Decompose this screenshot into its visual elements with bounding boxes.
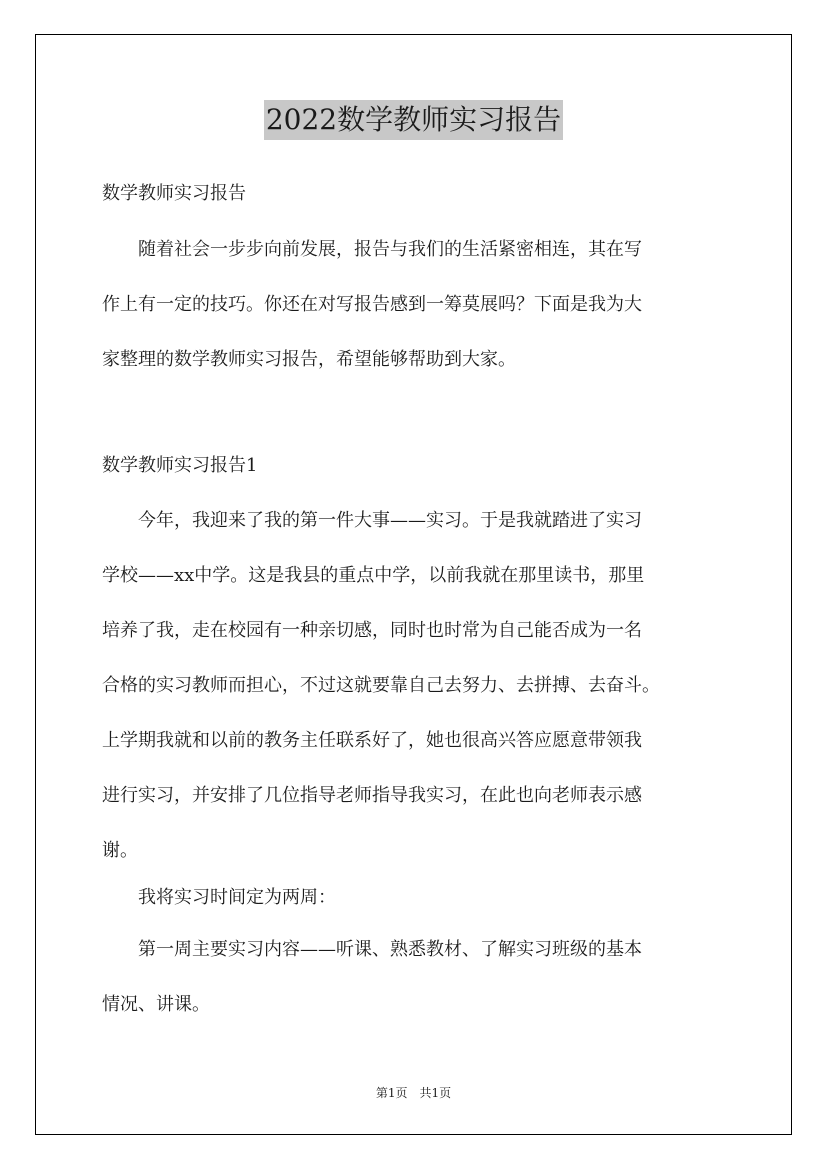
body-line: 谢。 [102, 840, 138, 861]
page-footer: 第1页 共1页 [375, 1086, 452, 1100]
schedule-paragraph [102, 870, 742, 925]
schedule-line: 我将实习时间定为两周： [102, 887, 336, 908]
section-heading: 数学教师实习报告1 [102, 455, 258, 476]
body-line: 合格的实习教师而担心，不过这就要靠自己去努力、去拼搏、去奋斗。 [102, 675, 660, 696]
intro-line: 家整理的数学教师实习报告，希望能够帮助到大家。 [102, 349, 516, 370]
week1-line: 情况、讲课。 [102, 994, 210, 1015]
body-line: 上学期我就和以前的教务主任联系好了，她也很高兴答应愿意带领我 [102, 730, 642, 751]
body-line: 进行实习，并安排了几位指导老师指导我实习，在此也向老师表示感 [102, 785, 642, 806]
body-line: 培养了我，走在校园有一种亲切感，同时也时常为自己能否成为一名 [102, 620, 642, 641]
intro-paragraph [102, 222, 742, 387]
document-subtitle: 数学教师实习报告 [102, 183, 246, 204]
body-line: 学校——xx中学。这是我县的重点中学，以前我就在那里读书，那里 [102, 565, 645, 586]
intro-line: 作上有一定的技巧。你还在对写报告感到一筹莫展吗？下面是我为大 [102, 294, 642, 315]
intro-line: 随着社会一步步向前发展，报告与我们的生活紧密相连，其在写 [102, 239, 642, 260]
body-paragraph [102, 493, 742, 878]
title-container [0, 100, 827, 140]
week1-paragraph [102, 922, 742, 1032]
body-line: 今年，我迎来了我的第一件大事——实习。于是我就踏进了实习 [102, 510, 642, 531]
week1-line: 第一周主要实习内容——听课、熟悉教材、了解实习班级的基本 [102, 939, 642, 960]
document-title: 2022数学教师实习报告 [264, 100, 563, 140]
